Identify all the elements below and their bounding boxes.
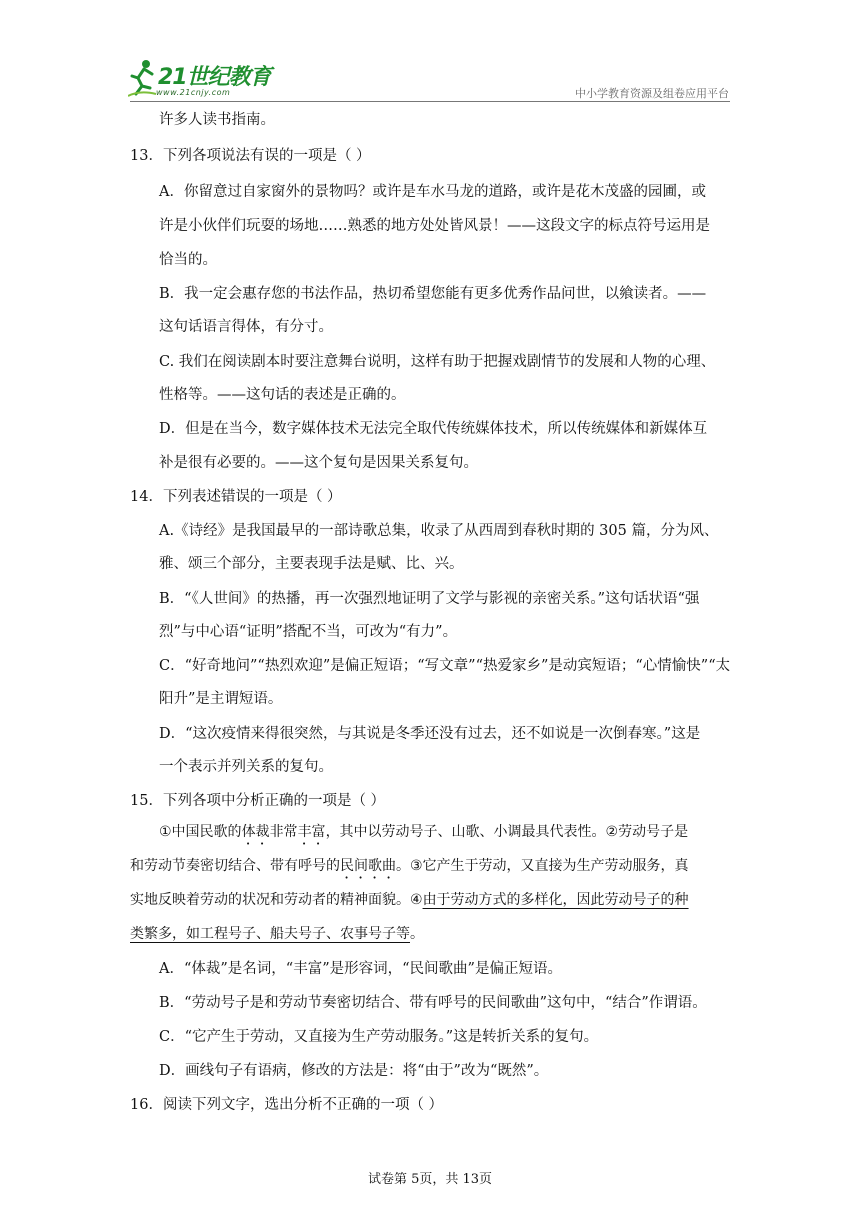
header-divider bbox=[130, 101, 730, 102]
page-footer: 试卷第 5页，共 13页 bbox=[367, 1172, 493, 1187]
underlined-sentence: 由于劳动方式的多样化，因此劳动号子的种 bbox=[422, 892, 689, 908]
passage-line: 和劳动节奏密切结合、带有呼号的民间歌曲。③它产生于劳动，又直接为生产劳动服务，真 bbox=[130, 858, 689, 874]
q14-option-b: B．“《人世间》的热播，再一次强烈地证明了文学与影视的亲密关系。”这句话状语“强 bbox=[159, 591, 700, 607]
underlined-sentence: 类繁多，如工程号子、船夫号子、农事号子等 bbox=[130, 926, 410, 942]
text-line: 许多人读书指南。 bbox=[159, 112, 275, 128]
question-13: 13．下列各项说法有误的一项是（ ） bbox=[130, 148, 371, 164]
q14-option-a: A.《诗经》是我国最早的一部诗歌总集，收录了从西周到春秋时期的 305 篇，分为风、 bbox=[159, 523, 719, 539]
text-line: 这句话语言得体，有分寸。 bbox=[159, 319, 333, 335]
text-line: 许是小伙伴们玩耍的场地……熟悉的地方处处皆风景！——这段文字的标点符号运用是 bbox=[159, 218, 710, 234]
logo-url: www.21cnjy.com bbox=[156, 88, 231, 97]
text-line: 恰当的。 bbox=[159, 252, 217, 268]
q15-option-c: C．“它产生于劳动，又直接为生产劳动服务。”这是转折关系的复句。 bbox=[159, 1029, 599, 1045]
text-line: 雅、颂三个部分，主要表现手法是赋、比、兴。 bbox=[159, 556, 464, 572]
q13-option-c: C. 我们在阅读剧本时要注意舞台说明，这样有助于把握戏剧情节的发展和人物的心理、 bbox=[159, 354, 716, 370]
text-line: 阳升”是主谓短语。 bbox=[159, 691, 283, 707]
q14-option-d: D．“这次疫情来得很突然，与其说是冬季还没有过去，还不如说是一次倒春寒。”这是 bbox=[159, 726, 701, 742]
q13-option-b: B．我一定会惠存您的书法作品，热切希望您能有更多优秀作品问世，以飨读者。—— bbox=[159, 286, 707, 302]
logo bbox=[128, 58, 278, 102]
q15-option-d: D．画线句子有语病，修改的方法是：将“由于”改为“既然”。 bbox=[159, 1063, 549, 1079]
text-line: 烈”与中心语“证明”搭配不当，可改为“有力”。 bbox=[159, 624, 458, 640]
q13-option-a: A．你留意过自家窗外的景物吗？或许是车水马龙的道路，或许是花木茂盛的园圃，或 bbox=[159, 184, 706, 200]
text-line: 一个表示并列关系的复句。 bbox=[159, 759, 333, 775]
text-line: 性格等。——这句话的表述是正确的。 bbox=[159, 387, 406, 403]
q15-option-a: A．“体裁”是名词，“丰富”是形容词，“民间歌曲”是偏正短语。 bbox=[159, 961, 562, 977]
text-line: 补是很有必要的。——这个复句是因果关系复句。 bbox=[159, 455, 478, 471]
q14-option-c: C．“好奇地问”“热烈欢迎”是偏正短语；“写文章”“热爱家乡”是动宾短语；“心情愉快”“太 bbox=[159, 658, 731, 674]
platform-name: 中小学教育资源及组卷应用平台 bbox=[575, 87, 729, 100]
runner-icon bbox=[128, 58, 158, 98]
q13-option-d: D．但是在当今，数字媒体技术无法完全取代传统媒体技术，所以传统媒体和新媒体互 bbox=[159, 421, 708, 437]
q15-option-b: B．“劳动号子是和劳动节奏密切结合、带有呼号的民间歌曲”这句中，“结合”作谓语。 bbox=[159, 995, 707, 1011]
question-15: 15．下列各项中分析正确的一项是（ ） bbox=[130, 793, 386, 809]
question-16: 16．阅读下列文字，选出分析不正确的一项（ ） bbox=[130, 1097, 444, 1113]
logo-title: 21世纪教育 bbox=[158, 65, 271, 90]
passage-line: ①中国民歌的体裁非常丰富，其中以劳动号子、山歌、小调最具代表性。②劳动号子是 bbox=[159, 824, 689, 840]
passage-line: 实地反映着劳动的状况和劳动者的精神面貌。④由于劳动方式的多样化，因此劳动号子的种 bbox=[130, 892, 689, 908]
page-header bbox=[0, 0, 860, 110]
passage-line: 类繁多，如工程号子、船夫号子、农事号子等。 bbox=[130, 926, 424, 942]
question-14: 14．下列表述错误的一项是（ ） bbox=[130, 489, 342, 505]
